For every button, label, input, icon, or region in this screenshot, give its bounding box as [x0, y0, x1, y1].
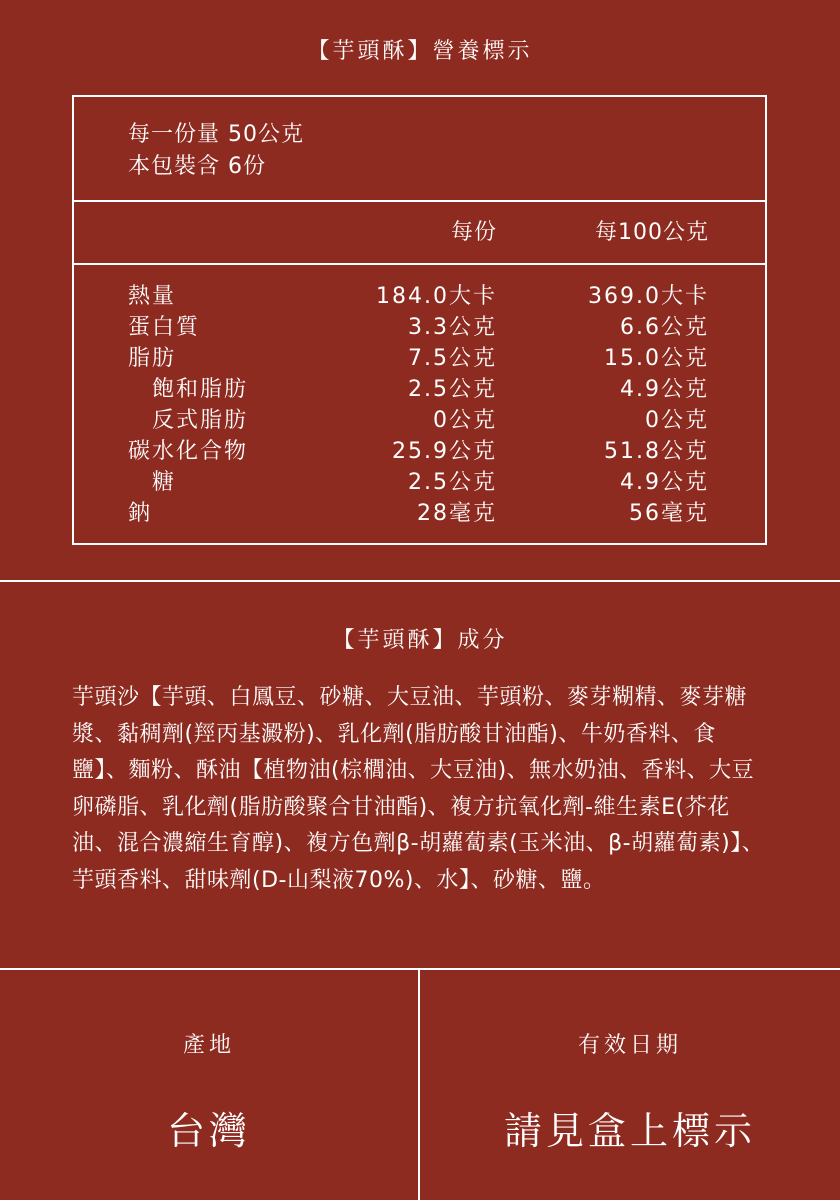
nutrient-per-serving: 28毫克 — [417, 501, 497, 526]
nutrient-row-sodium — [74, 498, 765, 529]
section-divider-ingredients — [0, 580, 840, 582]
nutrient-per-100g: 6.6公克 — [620, 315, 709, 340]
nutrient-row-sugar — [74, 467, 765, 498]
nutrient-row-trans-fat — [74, 405, 765, 436]
origin-label: 產地 — [182, 1033, 235, 1058]
table-divider-top — [74, 200, 765, 202]
nutrient-label: 熱量 — [128, 284, 177, 309]
nutrient-row-saturated-fat — [74, 374, 765, 405]
nutrient-label: 飽和脂肪 — [152, 377, 249, 402]
nutrient-per-serving: 2.5公克 — [408, 377, 497, 402]
nutrient-per-serving: 0公克 — [433, 408, 497, 433]
nutrient-per-100g: 56毫克 — [629, 501, 709, 526]
info-column-divider — [418, 970, 420, 1200]
nutrient-label: 反式脂肪 — [152, 408, 249, 433]
nutrient-per-100g: 51.8公克 — [604, 439, 709, 464]
nutrient-per-100g: 4.9公克 — [620, 470, 709, 495]
nutrient-row-protein — [74, 312, 765, 343]
nutrient-per-100g: 369.0大卡 — [588, 284, 709, 309]
section-divider-info — [0, 968, 840, 970]
nutrition-table — [72, 95, 767, 545]
nutrient-row-fat — [74, 343, 765, 374]
nutrition-rows — [74, 281, 765, 529]
nutrient-row-energy — [74, 281, 765, 312]
nutrient-label: 脂肪 — [128, 346, 177, 371]
table-divider-header — [74, 263, 765, 265]
nutrient-label: 碳水化合物 — [128, 439, 249, 464]
column-header-per-100g: 每100公克 — [595, 220, 709, 245]
servings-per-pack: 本包裝含 6份 — [128, 154, 266, 179]
nutrient-label: 鈉 — [128, 501, 153, 526]
nutrient-per-serving: 2.5公克 — [408, 470, 497, 495]
expiry-label: 有效日期 — [577, 1033, 682, 1058]
nutrient-row-carbohydrate — [74, 436, 765, 467]
ingredients-text: 芋頭沙【芋頭、白鳳豆、砂糖、大豆油、芋頭粉、麥芽糊精、麥芽糖漿、黏稠劑(羥丙基澱粉)、乳化劑(脂肪酸甘油酯)、牛奶香料、食鹽】、麵粉、酥油【植物油(棕櫚油、大豆油)、無水奶油、香料、大豆卵磷脂、乳化劑(脂肪酸聚合甘油酯)、複方抗氧化劑-維生素E(芥花油、混合濃縮生育醇)、複方色劑β-胡蘿蔔素(玉米油、β-胡蘿蔔素)】、芋頭香料、甜味劑(D-山梨液70%)、水】、砂糖、鹽。 — [72, 685, 765, 893]
column-header-per-serving: 每份 — [450, 220, 497, 245]
ingredients-title: 【芋頭酥】成分 — [332, 628, 508, 653]
nutrient-per-serving: 25.9公克 — [392, 439, 497, 464]
nutrient-per-serving: 7.5公克 — [408, 346, 497, 371]
serving-info — [128, 119, 304, 183]
origin-value: 台灣 — [166, 1109, 251, 1153]
nutrient-per-serving: 3.3公克 — [408, 315, 497, 340]
nutrient-label: 蛋白質 — [128, 315, 201, 340]
nutrient-per-100g: 15.0公克 — [604, 346, 709, 371]
nutrient-per-100g: 4.9公克 — [620, 377, 709, 402]
serving-size: 每一份量 50公克 — [128, 122, 304, 147]
nutrient-per-serving: 184.0大卡 — [376, 284, 497, 309]
nutrient-per-100g: 0公克 — [645, 408, 709, 433]
nutrient-label: 糖 — [152, 470, 177, 495]
expiry-value: 請見盒上標示 — [503, 1109, 756, 1153]
nutrition-title: 【芋頭酥】營養標示 — [307, 39, 533, 64]
